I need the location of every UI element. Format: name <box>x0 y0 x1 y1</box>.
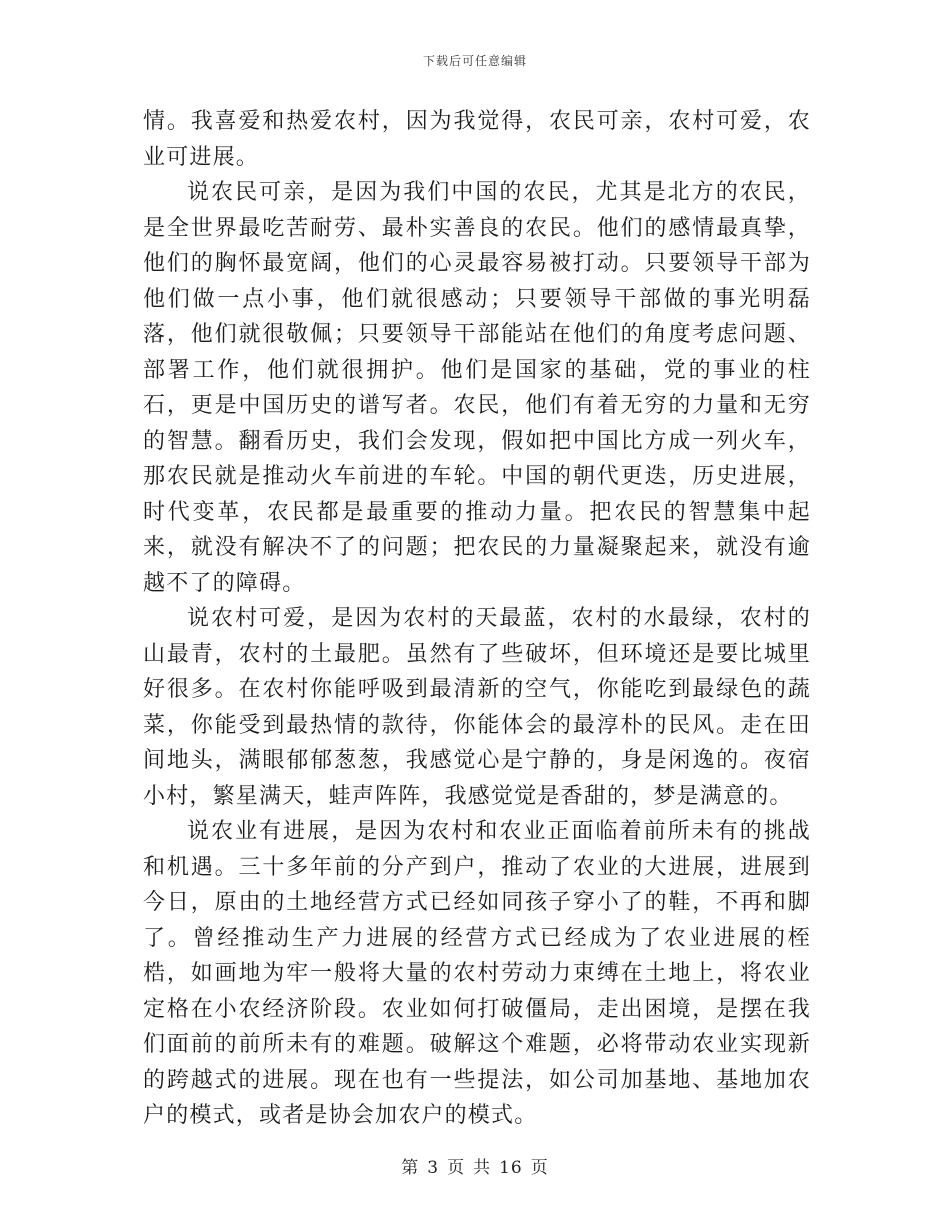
paragraph-farmers: 说农民可亲，是因为我们中国的农民，尤其是北方的农民，是全世界最吃苦耐劳、最朴实善良的农民。他们的感情最真挚，他们的胸怀最宽阔，他们的心灵最容易被打动。只要领导干部为他们做一点小事，他们就很感动；只要领导干部做的事光明磊落，他们就很敬佩；只要领导干部能站在他们的角度考虑问题、部署工作，他们就很拥护。他们是国家的基础，党的事业的柱石，更是中国历史的谱写者。农民，他们有着无穷的力量和无穷的智慧。翻看历史，我们会发现，假如把中国比方成一列火车，那农民就是推动火车前进的车轮。中国的朝代更迭，历史进展，时代变革，农民都是最重要的推动力量。把农民的智慧集中起来，就没有解决不了的问题；把农民的力量凝聚起来，就没有逾越不了的障碍。 <box>143 180 811 596</box>
body-text <box>143 104 811 1134</box>
page-footer <box>0 1153 950 1178</box>
footer-total-unit: 页 <box>530 1158 549 1178</box>
paragraph-continuation: 情。我喜爱和热爱农村，因为我觉得，农民可亲，农村可爱，农业可进展。 <box>143 109 811 170</box>
footer-page-unit: 页 <box>447 1158 466 1178</box>
page-header: 下载后可任意编辑 <box>422 54 527 68</box>
paragraph-countryside: 说农村可爱，是因为农村的天最蓝，农村的水最绿，农村的山最青，农村的土最肥。虽然有了些破坏，但环境还是要比城里好很多。在农村你能呼吸到最清新的空气，你能吃到最绿色的蔬菜，你能受到最热情的款待，你能体会的最淳朴的民风。走在田间地头，满眼郁郁葱葱，我感觉心是宁静的，身是闲逸的。夜宿小村，繁星满天，蛙声阵阵，我感觉觉是香甜的，梦是满意的。 <box>143 606 811 809</box>
footer-page-label: 第 <box>401 1158 420 1178</box>
footer-page-number: 3 <box>427 1158 440 1178</box>
paragraph-agriculture: 说农业有进展，是因为农村和农业正面临着前所未有的挑战和机遇。三十多年前的分产到户，推动了农业的大进展，进展到今日，原由的土地经营方式已经如同孩子穿小了的鞋，不再和脚了。曾经推动生产力进展的经营方式已经成为了农业进展的桎梏，如画地为牢一般将大量的农村劳动力束缚在土地上，将农业定格在小农经济阶段。农业如何打破僵局，走出困境，是摆在我们面前的前所未有的难题。破解这个难题，必将带动农业实现新的跨越式的进展。现在也有一些提法，如公司加基地、基地加农户的模式，或者是协会加农户的模式。 <box>143 819 811 1128</box>
footer-total-pages: 16 <box>499 1158 523 1178</box>
footer-total-label: 共 <box>473 1158 492 1178</box>
